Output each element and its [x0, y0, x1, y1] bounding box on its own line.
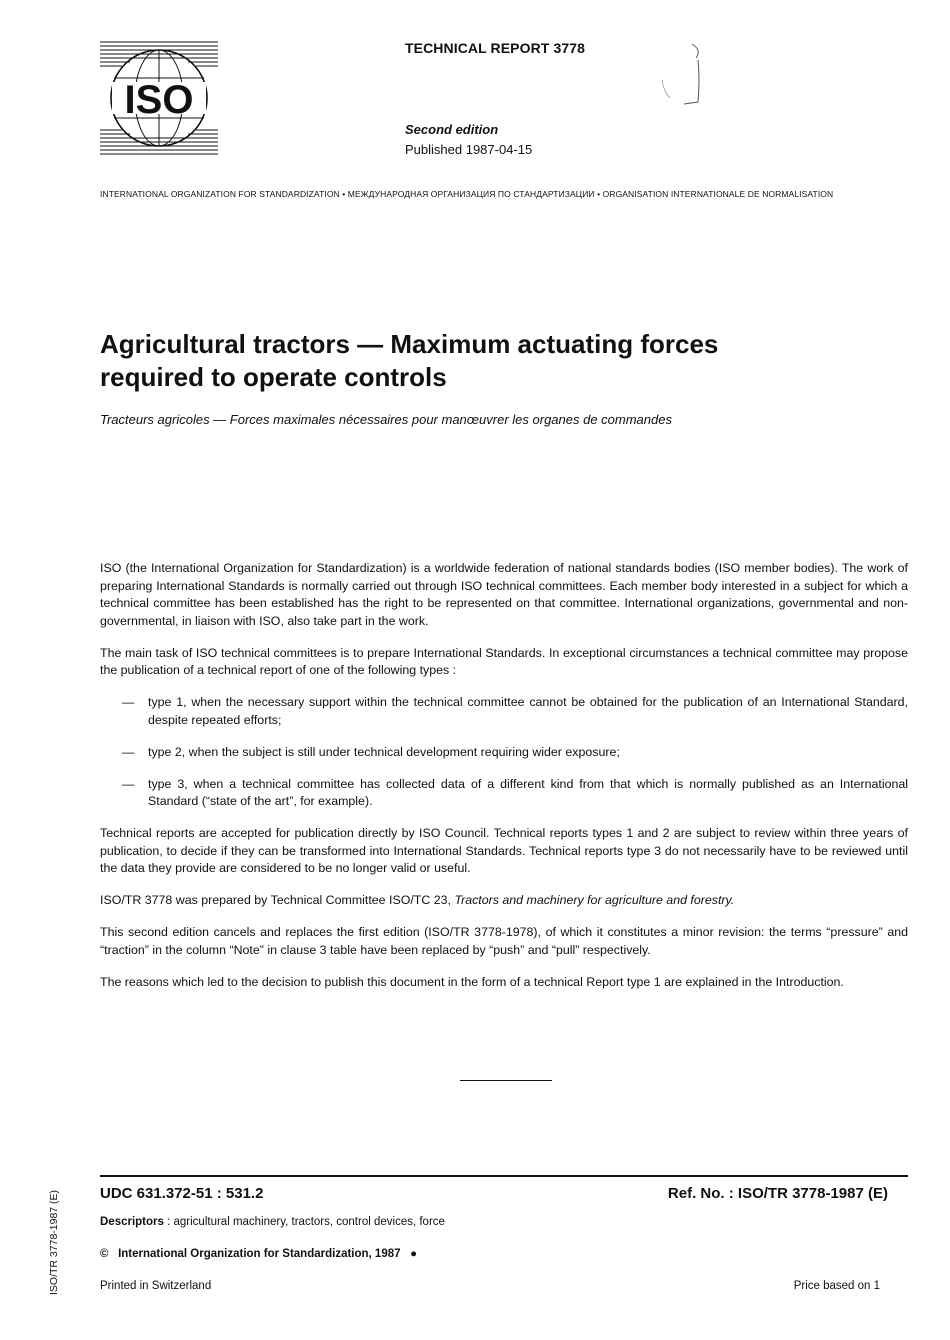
- paragraph-iso-federation: ISO (the International Organization for Standardization) is a worldwide federation of national standards bodies (ISO member bodies). The work of preparing International Standards is normally carried out through ISO technical committees. Each member body interested in a subject for which a technical committee has been established has the right to be represented on that committee. International organizations, governmental and non-governmental, in liaison with ISO, also take part in the work.: [100, 561, 908, 628]
- paragraph-committee: [100, 892, 908, 910]
- list-item-type-1: [100, 694, 908, 729]
- copyright-line: [100, 1248, 417, 1260]
- paragraph-reasons: The reasons which led to the decision to publish this document in the form of a technical Report type 1 are explained in the Introduction.: [100, 974, 844, 989]
- iso-logo: [100, 38, 218, 158]
- copyright-text: International Organization for Standardization, 1987: [118, 1248, 401, 1260]
- paragraph-review: Technical reports are accepted for publication directly by ISO Council. Technical reports types 1 and 2 are subject to review within three years of publication, to decide if they can be transformed into International Standards. Technical reports type 3 do not necessarily have to be reviewed until the data they provide are considered to be no longer valid or useful.: [100, 826, 908, 875]
- udc-code: UDC 631.372-51 : 531.2: [100, 1185, 264, 1202]
- edition-label: Second edition: [405, 122, 499, 137]
- bullet-icon: ●: [410, 1248, 418, 1260]
- list-item-text: type 3, when a technical committee has collected data of a different kind from that which is normally published as an International Standard (“state of the art”, for example).: [148, 776, 908, 808]
- report-title: TECHNICAL REPORT 3778: [405, 40, 585, 56]
- list-item-text: type 1, when the necessary support within the technical committee cannot be obtained for the publication of an International Standard, despite repeated efforts;: [148, 695, 908, 727]
- paragraph-second-edition: This second edition cancels and replaces the first edition (ISO/TR 3778-1978), of which it constitutes a minor revision: the terms “pressure” and “traction” in the column “Note” in clause 3 table have been replaced by “push” and “pull” respectively.: [100, 925, 908, 957]
- price-note: Price based on 1: [793, 1280, 880, 1292]
- descriptors-value: : agricultural machinery, tractors, control devices, force: [163, 1216, 445, 1228]
- dash-bullet: —: [122, 744, 135, 759]
- copyright-icon: ©: [100, 1248, 109, 1260]
- svg-text:ISO: ISO: [124, 78, 194, 122]
- title-line-1: Agricultural tractors — Maximum actuating forces: [100, 329, 719, 359]
- document-title: [100, 328, 860, 394]
- organization-line: INTERNATIONAL ORGANIZATION FOR STANDARDIZATION • МЕЖДУНАРОДНАЯ ОРГАНИЗАЦИЯ ПО СТАНДАРТИЗАЦИИ • ORGANISATION INTERNATIONALE DE NORMALISATION: [100, 189, 834, 199]
- descriptors-label: Descriptors: [100, 1216, 164, 1228]
- iso-globe-icon: [100, 38, 218, 158]
- center-divider: [460, 1080, 552, 1081]
- title-line-2: required to operate controls: [100, 362, 447, 392]
- committee-text: ISO/TR 3778 was prepared by Technical Committee ISO/TC 23,: [100, 893, 455, 907]
- committee-name: Tractors and machinery for agriculture and forestry.: [454, 893, 735, 907]
- descriptors-line: [100, 1216, 445, 1228]
- list-item-type-2: [100, 744, 908, 762]
- foreword-body: [100, 560, 908, 1006]
- reference-number: Ref. No. : ISO/TR 3778-1987 (E): [667, 1185, 888, 1202]
- footer-divider: [100, 1175, 908, 1177]
- side-document-code: ISO/TR 3778-1987 (E): [48, 1189, 60, 1295]
- french-subtitle: Tracteurs agricoles — Forces maximales nécessaires pour manœuvrer les organes de commandes: [100, 412, 672, 427]
- list-item-text: type 2, when the subject is still under technical development requiring wider exposure;: [148, 744, 620, 759]
- published-date: Published 1987-04-15: [405, 142, 533, 157]
- dash-bullet: —: [122, 776, 135, 791]
- dash-bullet: —: [122, 695, 135, 709]
- paragraph-main-task: The main task of ISO technical committees is to prepare International Standards. In exceptional circumstances a technical committee may propose the publication of a technical report of one of the following types :: [100, 645, 908, 677]
- printed-in: Printed in Switzerland: [100, 1280, 212, 1292]
- list-item-type-3: [100, 776, 908, 811]
- handwritten-mark-icon: [650, 40, 710, 112]
